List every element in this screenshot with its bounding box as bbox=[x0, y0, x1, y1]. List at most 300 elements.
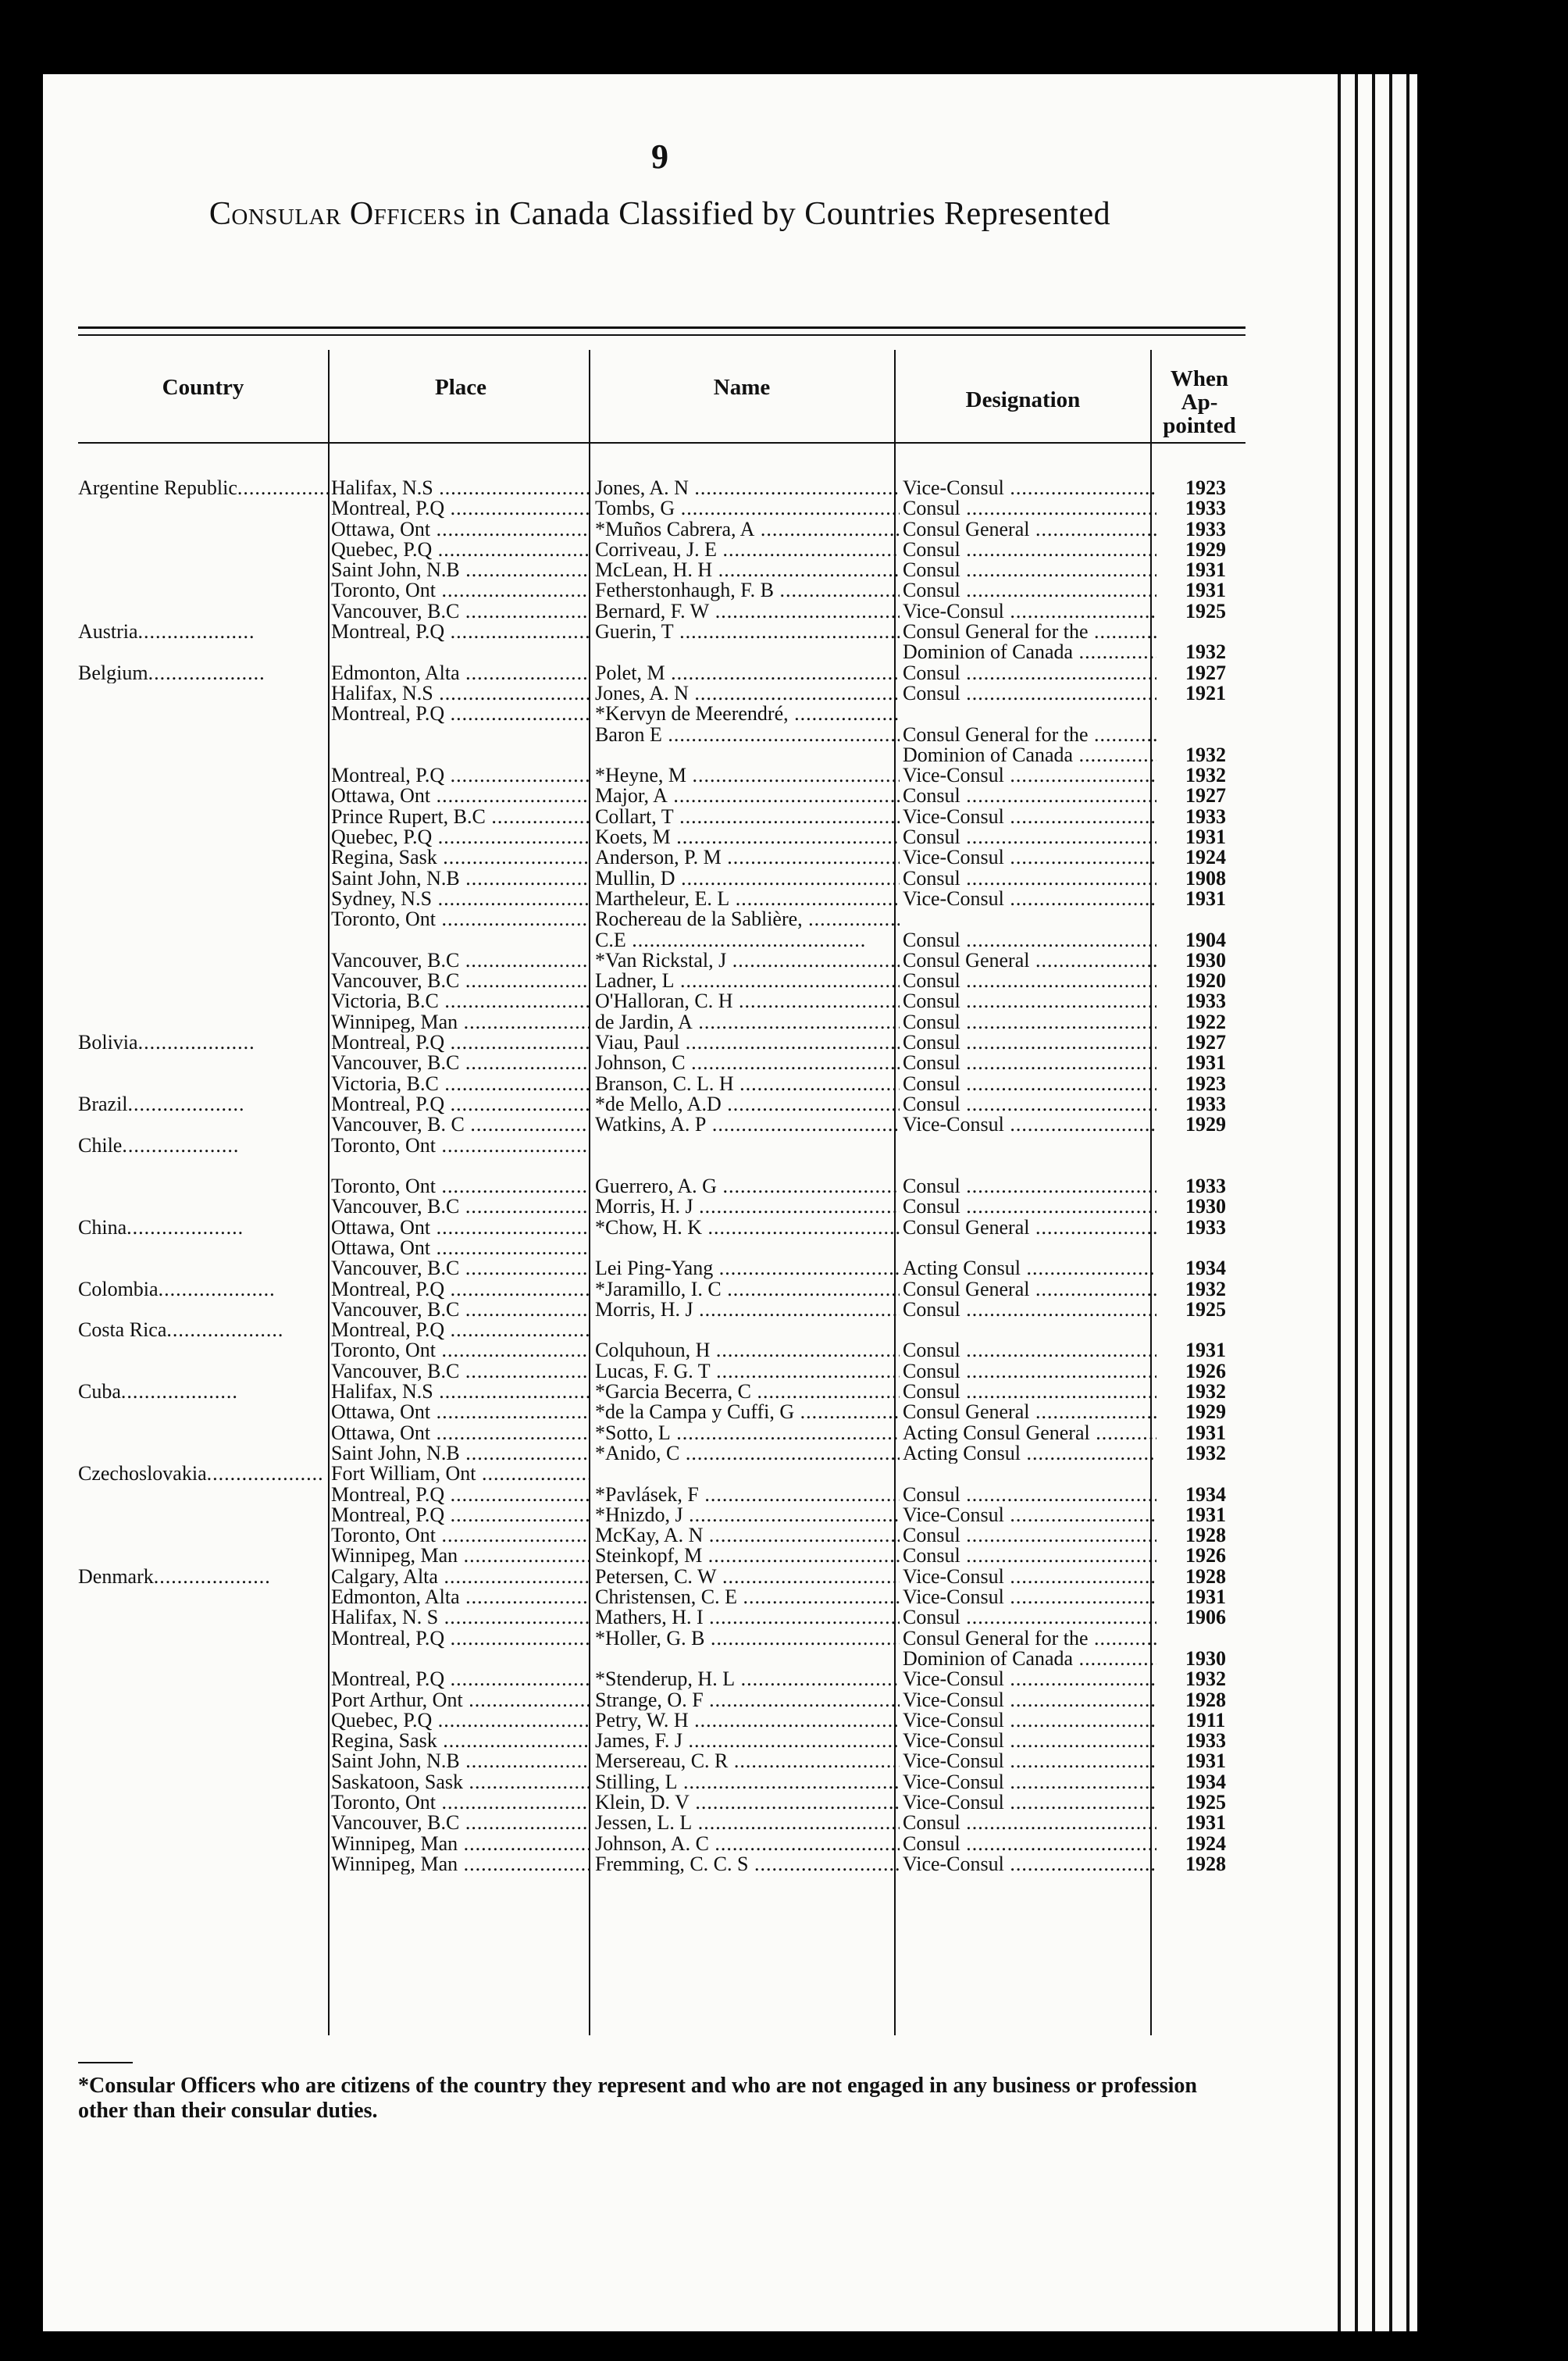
country-cell bbox=[78, 1587, 328, 1607]
designation-cell: Consul ..... bbox=[900, 1197, 1156, 1217]
designation-cell: Vice-Consul ..... bbox=[900, 478, 1156, 498]
year-cell: 1932 bbox=[1185, 1279, 1226, 1300]
country-cell bbox=[78, 971, 328, 991]
place-cell bbox=[328, 745, 589, 765]
footnote-rule bbox=[78, 2062, 133, 2063]
name-cell: de Jardin, A ..... bbox=[589, 1012, 900, 1032]
name-cell: Bernard, F. W ..... bbox=[589, 601, 900, 622]
year-cell: 1920 bbox=[1185, 971, 1226, 992]
header-rule bbox=[78, 442, 1245, 444]
designation-cell: Dominion of Canada ..... bbox=[900, 642, 1156, 662]
name-cell: *de la Campa y Cuffi, G ..... bbox=[589, 1402, 900, 1422]
country-cell bbox=[78, 1115, 328, 1135]
table-row bbox=[78, 1443, 1255, 1464]
country-cell bbox=[78, 1649, 328, 1669]
name-cell bbox=[589, 1320, 900, 1340]
name-cell: McLean, H. H ..... bbox=[589, 560, 900, 580]
name-cell: Viau, Paul ..... bbox=[589, 1032, 900, 1053]
table-row bbox=[78, 827, 1255, 847]
year-cell: 1931 bbox=[1185, 1751, 1226, 1772]
place-cell: Toronto, Ont ..... bbox=[328, 1136, 589, 1156]
table-row bbox=[78, 1792, 1255, 1813]
table-row bbox=[78, 540, 1255, 560]
designation-cell: Consul ..... bbox=[900, 1382, 1156, 1402]
year-cell bbox=[1156, 1464, 1255, 1484]
country-cell bbox=[78, 725, 328, 745]
designation-cell: Acting Consul General ..... bbox=[900, 1423, 1156, 1443]
designation-cell: Consul ..... bbox=[900, 498, 1156, 519]
year-cell bbox=[1156, 1136, 1255, 1156]
country-cell: Chile ..... bbox=[78, 1136, 328, 1156]
title-small-caps: Consular Officers bbox=[208, 196, 466, 232]
name-cell: Rochereau de la Sablière, ..... bbox=[589, 909, 900, 929]
year-cell: 1931 bbox=[1185, 580, 1226, 601]
place-cell: Vancouver, B.C ..... bbox=[328, 1813, 589, 1833]
designation-cell: Vice-Consul ..... bbox=[900, 1505, 1156, 1525]
country-cell bbox=[78, 1607, 328, 1628]
name-cell: Baron E ..... bbox=[589, 725, 900, 745]
place-cell: Montreal, P.Q ..... bbox=[328, 498, 589, 519]
designation-cell: Vice-Consul ..... bbox=[900, 1731, 1156, 1751]
place-cell: Saint John, N.B ..... bbox=[328, 1443, 589, 1464]
place-cell: Ottawa, Ont ..... bbox=[328, 1238, 589, 1258]
place-cell: Vancouver, B.C ..... bbox=[328, 1361, 589, 1382]
year-cell: 1932 bbox=[1185, 765, 1226, 786]
table-row bbox=[78, 889, 1255, 909]
country-cell: China ..... bbox=[78, 1218, 328, 1238]
designation-cell: Consul ..... bbox=[900, 1176, 1156, 1197]
year-cell: 1931 bbox=[1185, 1587, 1226, 1608]
name-cell: *Pavlásek, F ..... bbox=[589, 1485, 900, 1505]
place-cell: Halifax, N. S ..... bbox=[328, 1607, 589, 1628]
year-cell: 1933 bbox=[1185, 991, 1226, 1012]
year-cell: 1929 bbox=[1185, 539, 1226, 561]
country-cell bbox=[78, 498, 328, 519]
designation-cell: Consul ..... bbox=[900, 827, 1156, 847]
name-cell: *Heyne, M ..... bbox=[589, 765, 900, 786]
name-cell: Watkins, A. P ..... bbox=[589, 1115, 900, 1135]
year-cell bbox=[1156, 1156, 1255, 1176]
country-cell: Costa Rica ..... bbox=[78, 1320, 328, 1340]
country-cell bbox=[78, 807, 328, 827]
name-cell: Polet, M ..... bbox=[589, 663, 900, 683]
designation-cell: Vice-Consul ..... bbox=[900, 1792, 1156, 1813]
table-row bbox=[78, 1834, 1255, 1854]
country-cell bbox=[78, 1012, 328, 1032]
year-cell bbox=[1156, 725, 1255, 745]
name-cell: McKay, A. N ..... bbox=[589, 1525, 900, 1546]
table-row bbox=[78, 1032, 1255, 1053]
name-cell: Koets, M ..... bbox=[589, 827, 900, 847]
country-cell bbox=[78, 1669, 328, 1689]
year-cell: 1934 bbox=[1185, 1258, 1226, 1279]
place-cell: Regina, Sask ..... bbox=[328, 1731, 589, 1751]
country-cell bbox=[78, 642, 328, 662]
designation-cell: Consul ..... bbox=[900, 868, 1156, 889]
place-cell: Winnipeg, Man ..... bbox=[328, 1546, 589, 1566]
designation-cell: Consul ..... bbox=[900, 1300, 1156, 1320]
designation-cell: Consul ..... bbox=[900, 1053, 1156, 1073]
place-cell: Winnipeg, Man ..... bbox=[328, 1854, 589, 1874]
designation-cell: Consul General ..... bbox=[900, 1279, 1156, 1300]
country-cell: Colombia ..... bbox=[78, 1279, 328, 1300]
designation-cell: Consul ..... bbox=[900, 1813, 1156, 1833]
designation-cell: Consul ..... bbox=[900, 683, 1156, 704]
name-cell: Johnson, A. C ..... bbox=[589, 1834, 900, 1854]
year-cell: 1924 bbox=[1185, 1833, 1226, 1854]
table-row bbox=[78, 1587, 1255, 1607]
country-cell bbox=[78, 847, 328, 868]
place-cell: Winnipeg, Man ..... bbox=[328, 1012, 589, 1032]
name-cell: Guerin, T ..... bbox=[589, 622, 900, 642]
country-cell bbox=[78, 1690, 328, 1710]
country-cell bbox=[78, 1710, 328, 1731]
place-cell: Quebec, P.Q ..... bbox=[328, 827, 589, 847]
year-cell: 1931 bbox=[1185, 888, 1226, 910]
country-cell bbox=[78, 1156, 328, 1176]
table-row bbox=[78, 663, 1255, 683]
place-cell: Ottawa, Ont ..... bbox=[328, 1423, 589, 1443]
name-cell: *Jaramillo, I. C ..... bbox=[589, 1279, 900, 1300]
place-cell: Vancouver, B. C ..... bbox=[328, 1115, 589, 1135]
place-cell bbox=[328, 930, 589, 950]
country-cell bbox=[78, 1485, 328, 1505]
name-cell: Lucas, F. G. T ..... bbox=[589, 1361, 900, 1382]
country-cell bbox=[78, 519, 328, 540]
footnote: *Consular Officers who are citizens of the country they represent and who are not engaged in any business or profession other than their consular duties. bbox=[78, 2074, 1197, 2123]
page-number: 9 bbox=[651, 137, 668, 176]
table-row bbox=[78, 622, 1255, 642]
place-cell bbox=[328, 1156, 589, 1176]
table-row bbox=[78, 991, 1255, 1011]
top-rule-secondary bbox=[78, 334, 1245, 336]
year-cell bbox=[1156, 1320, 1255, 1340]
place-cell bbox=[328, 725, 589, 745]
table-row bbox=[78, 1238, 1255, 1258]
header-designation: Designation bbox=[965, 387, 1081, 412]
name-cell: James, F. J ..... bbox=[589, 1731, 900, 1751]
table-row bbox=[78, 1751, 1255, 1771]
place-cell: Quebec, P.Q ..... bbox=[328, 1710, 589, 1731]
country-cell bbox=[78, 1628, 328, 1649]
binding-edge bbox=[1324, 74, 1417, 2331]
year-cell bbox=[1156, 909, 1255, 929]
country-cell bbox=[78, 950, 328, 971]
year-cell: 1928 bbox=[1185, 1566, 1226, 1588]
place-cell: Halifax, N.S ..... bbox=[328, 478, 589, 498]
year-cell: 1931 bbox=[1185, 1340, 1226, 1361]
table-row bbox=[78, 1258, 1255, 1279]
table-row bbox=[78, 560, 1255, 580]
country-cell bbox=[78, 540, 328, 560]
place-cell: Vancouver, B.C ..... bbox=[328, 950, 589, 971]
place-cell: Fort William, Ont ..... bbox=[328, 1464, 589, 1484]
table-row bbox=[78, 1136, 1255, 1156]
country-cell bbox=[78, 1813, 328, 1833]
table-row bbox=[78, 1854, 1255, 1874]
country-cell bbox=[78, 1300, 328, 1320]
table-row bbox=[78, 1115, 1255, 1135]
country-cell bbox=[78, 1074, 328, 1094]
year-cell: 1930 bbox=[1185, 1197, 1226, 1218]
name-cell: C.E ..... bbox=[589, 930, 900, 950]
table-row bbox=[78, 1340, 1255, 1361]
year-cell: 1933 bbox=[1185, 1093, 1226, 1115]
country-cell bbox=[78, 909, 328, 929]
header-country: Country bbox=[162, 375, 244, 400]
country-cell: Denmark ..... bbox=[78, 1567, 328, 1587]
table-row bbox=[78, 1772, 1255, 1792]
year-cell: 1931 bbox=[1185, 1053, 1226, 1074]
name-cell: Lei Ping-Yang ..... bbox=[589, 1258, 900, 1279]
top-rule bbox=[78, 326, 1245, 329]
name-cell: *Sotto, L ..... bbox=[589, 1423, 900, 1443]
table-row bbox=[78, 642, 1255, 662]
year-cell: 1911 bbox=[1185, 1710, 1226, 1732]
country-cell bbox=[78, 889, 328, 909]
name-cell: *Holler, G. B ..... bbox=[589, 1628, 900, 1649]
name-cell: Morris, H. J ..... bbox=[589, 1300, 900, 1320]
designation-cell: Consul ..... bbox=[900, 580, 1156, 601]
table-row bbox=[78, 868, 1255, 889]
place-cell: Toronto, Ont ..... bbox=[328, 1340, 589, 1361]
name-cell: Christensen, C. E ..... bbox=[589, 1587, 900, 1607]
header-name: Name bbox=[713, 375, 771, 400]
name-cell: Mullin, D ..... bbox=[589, 868, 900, 889]
name-cell: Steinkopf, M ..... bbox=[589, 1546, 900, 1566]
year-cell: 1932 bbox=[1185, 642, 1226, 663]
year-cell: 1925 bbox=[1185, 1299, 1226, 1321]
country-cell: Czechoslovakia ..... bbox=[78, 1464, 328, 1484]
table-row bbox=[78, 498, 1255, 519]
designation-cell: Consul ..... bbox=[900, 1032, 1156, 1053]
place-cell: Toronto, Ont ..... bbox=[328, 909, 589, 929]
year-cell: 1927 bbox=[1185, 1032, 1226, 1054]
country-cell: Belgium ..... bbox=[78, 663, 328, 683]
place-cell: Regina, Sask ..... bbox=[328, 847, 589, 868]
table-row bbox=[78, 1053, 1255, 1073]
name-cell bbox=[589, 642, 900, 662]
year-cell: 1929 bbox=[1185, 1402, 1226, 1423]
year-cell: 1933 bbox=[1185, 1176, 1226, 1197]
country-cell bbox=[78, 580, 328, 601]
name-cell: *de Mello, A.D ..... bbox=[589, 1094, 900, 1115]
country-cell bbox=[78, 1197, 328, 1217]
table-row bbox=[78, 683, 1255, 704]
year-cell: 1908 bbox=[1185, 868, 1226, 889]
place-cell: Montreal, P.Q ..... bbox=[328, 1485, 589, 1505]
name-cell: Jessen, L. L ..... bbox=[589, 1813, 900, 1833]
year-cell: 1931 bbox=[1185, 1504, 1226, 1526]
table-row bbox=[78, 786, 1255, 806]
designation-cell: Dominion of Canada ..... bbox=[900, 745, 1156, 765]
place-cell: Montreal, P.Q ..... bbox=[328, 1094, 589, 1115]
table-row bbox=[78, 1361, 1255, 1382]
year-cell: 1932 bbox=[1185, 1443, 1226, 1464]
table-row bbox=[78, 1074, 1255, 1094]
table-row bbox=[78, 1607, 1255, 1628]
name-cell: Tombs, G ..... bbox=[589, 498, 900, 519]
place-cell: Montreal, P.Q ..... bbox=[328, 1505, 589, 1525]
year-cell: 1923 bbox=[1185, 1073, 1226, 1094]
place-cell: Vancouver, B.C ..... bbox=[328, 1053, 589, 1073]
country-cell bbox=[78, 1423, 328, 1443]
table-row bbox=[78, 1218, 1255, 1238]
country-cell bbox=[78, 1238, 328, 1258]
name-cell: Mersereau, C. R ..... bbox=[589, 1751, 900, 1771]
name-cell: *Van Rickstal, J ..... bbox=[589, 950, 900, 971]
name-cell: Guerrero, A. G ..... bbox=[589, 1176, 900, 1197]
country-cell bbox=[78, 1505, 328, 1525]
designation-cell: Consul ..... bbox=[900, 1607, 1156, 1628]
designation-cell: Consul General for the ..... bbox=[900, 622, 1156, 642]
year-cell bbox=[1156, 1238, 1255, 1258]
country-cell bbox=[78, 786, 328, 806]
designation-cell bbox=[900, 909, 1156, 929]
table-row bbox=[78, 765, 1255, 786]
designation-cell bbox=[900, 1156, 1156, 1176]
year-cell: 1906 bbox=[1185, 1607, 1226, 1628]
designation-cell bbox=[900, 1136, 1156, 1156]
designation-cell: Consul ..... bbox=[900, 971, 1156, 991]
table-row bbox=[78, 909, 1255, 929]
designation-cell: Consul General ..... bbox=[900, 519, 1156, 540]
table-row bbox=[78, 1813, 1255, 1833]
designation-cell: Vice-Consul ..... bbox=[900, 1690, 1156, 1710]
year-cell: 1933 bbox=[1185, 519, 1226, 540]
name-cell: *Garcia Becerra, C ..... bbox=[589, 1382, 900, 1402]
place-cell: Winnipeg, Man ..... bbox=[328, 1834, 589, 1854]
name-cell: Ladner, L ..... bbox=[589, 971, 900, 991]
name-cell: Morris, H. J ..... bbox=[589, 1197, 900, 1217]
designation-cell: Consul ..... bbox=[900, 1485, 1156, 1505]
designation-cell: Vice-Consul ..... bbox=[900, 1772, 1156, 1792]
year-cell: 1931 bbox=[1185, 1422, 1226, 1443]
designation-cell: Acting Consul ..... bbox=[900, 1443, 1156, 1464]
country-cell bbox=[78, 560, 328, 580]
year-cell: 1927 bbox=[1185, 786, 1226, 807]
country-cell bbox=[78, 1751, 328, 1771]
place-cell: Victoria, B.C ..... bbox=[328, 991, 589, 1011]
place-cell: Vancouver, B.C ..... bbox=[328, 1300, 589, 1320]
designation-cell bbox=[900, 1320, 1156, 1340]
designation-cell: Vice-Consul ..... bbox=[900, 807, 1156, 827]
place-cell: Calgary, Alta ..... bbox=[328, 1567, 589, 1587]
name-cell: *Anido, C ..... bbox=[589, 1443, 900, 1464]
year-cell: 1933 bbox=[1185, 1731, 1226, 1752]
table-row bbox=[78, 1546, 1255, 1566]
country-cell: Bolivia ..... bbox=[78, 1032, 328, 1053]
table-row bbox=[78, 1628, 1255, 1649]
name-cell: Fremming, C. C. S ..... bbox=[589, 1854, 900, 1874]
country-cell bbox=[78, 1176, 328, 1197]
place-cell: Saint John, N.B ..... bbox=[328, 1751, 589, 1771]
place-cell: Vancouver, B.C ..... bbox=[328, 601, 589, 622]
designation-cell: Consul ..... bbox=[900, 1074, 1156, 1094]
country-cell bbox=[78, 1731, 328, 1751]
designation-cell: Acting Consul ..... bbox=[900, 1258, 1156, 1279]
year-cell: 1928 bbox=[1185, 1525, 1226, 1546]
header-place: Place bbox=[434, 375, 486, 400]
designation-cell: Consul General ..... bbox=[900, 950, 1156, 971]
year-cell: 1904 bbox=[1185, 929, 1226, 950]
place-cell: Halifax, N.S ..... bbox=[328, 1382, 589, 1402]
country-cell bbox=[78, 930, 328, 950]
year-cell: 1934 bbox=[1185, 1771, 1226, 1792]
designation-cell: Vice-Consul ..... bbox=[900, 847, 1156, 868]
table-row bbox=[78, 1505, 1255, 1525]
place-cell: Victoria, B.C ..... bbox=[328, 1074, 589, 1094]
name-cell: Anderson, P. M ..... bbox=[589, 847, 900, 868]
name-cell: Corriveau, J. E ..... bbox=[589, 540, 900, 560]
table-row bbox=[78, 1012, 1255, 1032]
designation-cell: Vice-Consul ..... bbox=[900, 601, 1156, 622]
year-cell: 1931 bbox=[1185, 827, 1226, 848]
table-row bbox=[78, 1423, 1255, 1443]
name-cell: Martheleur, E. L ..... bbox=[589, 889, 900, 909]
table-row bbox=[78, 745, 1255, 765]
table-row bbox=[78, 847, 1255, 868]
country-cell bbox=[78, 683, 328, 704]
name-cell bbox=[589, 1136, 900, 1156]
year-cell: 1934 bbox=[1185, 1484, 1226, 1505]
place-cell: Montreal, P.Q ..... bbox=[328, 1628, 589, 1649]
designation-cell bbox=[900, 1238, 1156, 1258]
year-cell: 1928 bbox=[1185, 1853, 1226, 1875]
year-cell: 1925 bbox=[1185, 1792, 1226, 1814]
place-cell: Edmonton, Alta ..... bbox=[328, 1587, 589, 1607]
name-cell: *Kervyn de Meerendré, ..... bbox=[589, 704, 900, 724]
year-cell: 1932 bbox=[1185, 1382, 1226, 1403]
place-cell: Toronto, Ont ..... bbox=[328, 580, 589, 601]
table-row bbox=[78, 1176, 1255, 1197]
table-row bbox=[78, 1485, 1255, 1505]
name-cell: Jones, A. N ..... bbox=[589, 683, 900, 704]
table-row bbox=[78, 725, 1255, 745]
year-cell: 1933 bbox=[1185, 806, 1226, 828]
place-cell: Prince Rupert, B.C ..... bbox=[328, 807, 589, 827]
year-cell: 1930 bbox=[1185, 950, 1226, 972]
designation-cell: Consul ..... bbox=[900, 930, 1156, 950]
year-cell bbox=[1156, 622, 1255, 642]
table-row bbox=[78, 950, 1255, 971]
name-cell bbox=[589, 1238, 900, 1258]
year-cell: 1933 bbox=[1185, 1217, 1226, 1238]
country-cell bbox=[78, 1443, 328, 1464]
place-cell: Saint John, N.B ..... bbox=[328, 868, 589, 889]
year-cell: 1929 bbox=[1185, 1115, 1226, 1136]
name-cell: Johnson, C ..... bbox=[589, 1053, 900, 1073]
designation-cell: Consul ..... bbox=[900, 560, 1156, 580]
country-cell bbox=[78, 1402, 328, 1422]
place-cell: Saskatoon, Sask ..... bbox=[328, 1772, 589, 1792]
designation-cell bbox=[900, 704, 1156, 724]
page-title bbox=[152, 195, 1167, 233]
place-cell: Montreal, P.Q ..... bbox=[328, 1279, 589, 1300]
table-row bbox=[78, 1197, 1255, 1217]
place-cell: Toronto, Ont ..... bbox=[328, 1525, 589, 1546]
country-cell: Austria ..... bbox=[78, 622, 328, 642]
name-cell: Mathers, H. I ..... bbox=[589, 1607, 900, 1628]
year-cell: 1928 bbox=[1185, 1689, 1226, 1710]
designation-cell: Vice-Consul ..... bbox=[900, 889, 1156, 909]
place-cell: Montreal, P.Q ..... bbox=[328, 1032, 589, 1053]
place-cell: Toronto, Ont ..... bbox=[328, 1792, 589, 1813]
country-cell: Cuba ..... bbox=[78, 1382, 328, 1402]
name-cell: Petry, W. H ..... bbox=[589, 1710, 900, 1731]
designation-cell: Vice-Consul ..... bbox=[900, 1567, 1156, 1587]
year-cell: 1931 bbox=[1185, 560, 1226, 581]
